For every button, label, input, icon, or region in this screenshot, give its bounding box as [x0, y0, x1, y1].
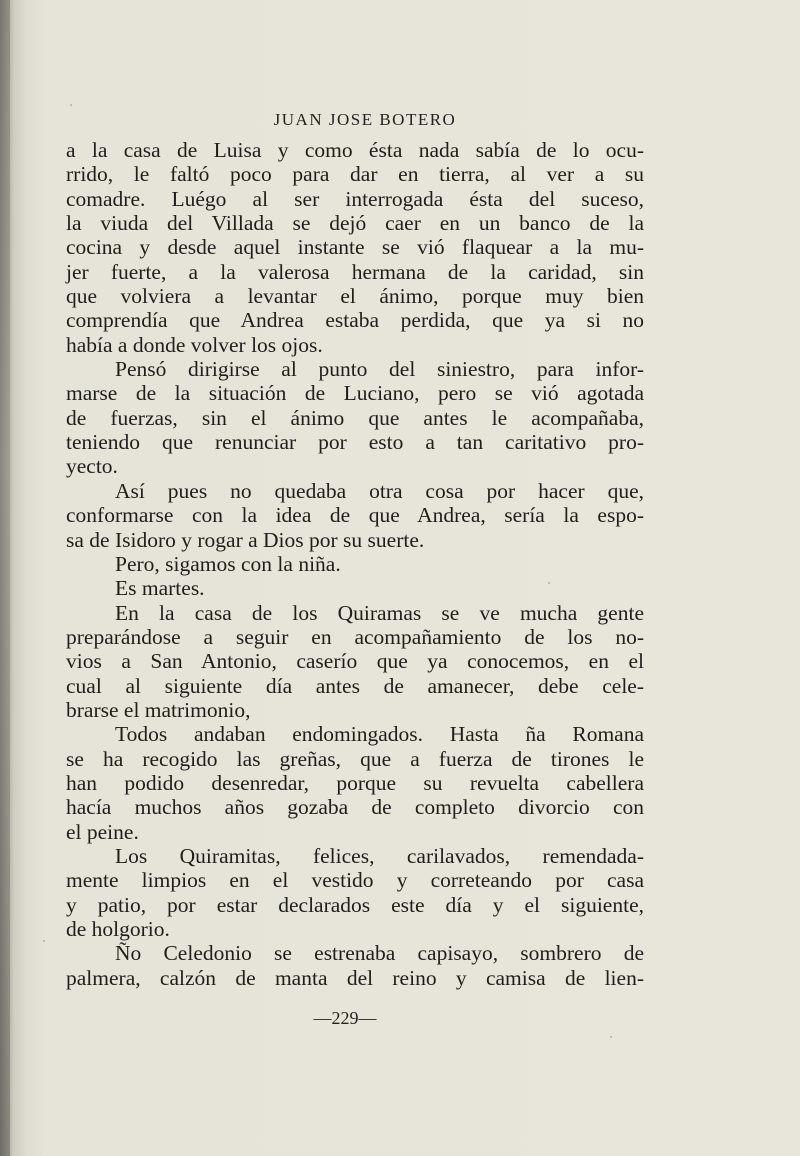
text-line: teniendo que renunciar por esto a tan caritativo pro- — [66, 430, 644, 455]
text-line: vios a San Antonio, caserío que ya conocemos, en el — [66, 649, 644, 674]
text-line: En la casa de los Quiramas se ve mucha gente — [115, 600, 644, 625]
text-line: sa de Isidoro y rogar a Dios por su suerte. — [66, 527, 425, 552]
text-line: que volviera a levantar el ánimo, porque muy bien — [66, 284, 644, 309]
text-line: Así pues no quedaba otra cosa por hacer que, — [115, 478, 644, 503]
text-line: el peine. — [66, 819, 139, 844]
text-line: comadre. Luégo al ser interrogada ésta del suceso, — [66, 186, 644, 211]
text-line: palmera, calzón de manta del reino y camisa de lien- — [66, 965, 644, 990]
paper-speck — [610, 1036, 612, 1038]
text-line: y patio, por estar declarados este día y el siguiente, — [66, 892, 644, 917]
text-line: cual al siguiente día antes de amanecer, debe cele- — [66, 673, 644, 698]
text-line: Todos andaban endomingados. Hasta ña Romana — [115, 722, 644, 747]
text-line: conformarse con la idea de que Andrea, sería la espo- — [66, 503, 644, 528]
text-line: preparándose a seguir en acompañamiento de los no- — [66, 624, 644, 649]
text-line: comprendía que Andrea estaba perdida, que ya si no — [66, 308, 644, 333]
text-line: había a donde volver los ojos. — [66, 332, 323, 357]
text-line: brarse el matrimonio, — [66, 697, 251, 722]
text-line: Ño Celedonio se estrenaba capisayo, sombrero de — [115, 941, 644, 966]
paper-speck — [70, 104, 72, 106]
text-line: mente limpios en el vestido y correteando por casa — [66, 868, 644, 893]
text-line: jer fuerte, a la valerosa hermana de la caridad, sin — [66, 259, 644, 284]
text-line: cocina y desde aquel instante se vió flaquear a la mu- — [66, 235, 644, 260]
text-line: Pero, sigamos con la niña. — [115, 551, 341, 576]
paper-speck — [548, 582, 550, 584]
text-line: Es martes. — [115, 576, 205, 601]
text-line: marse de la situación de Luciano, pero se vió agotada — [66, 381, 644, 406]
text-line: rrido, le faltó poco para dar en tierra, al ver a su — [66, 162, 644, 187]
text-line: han podido desenredar, porque su revuelta cabellera — [66, 770, 644, 795]
text-line: Los Quiramitas, felices, carilavados, remendada- — [115, 843, 644, 868]
text-line: hacía muchos años gozaba de completo divorcio con — [66, 795, 644, 820]
text-line: a la casa de Luisa y como ésta nada sabía de lo ocu- — [66, 138, 644, 162]
body-text — [66, 138, 644, 990]
paper-speck — [43, 940, 45, 942]
text-line: Pensó dirigirse al punto del siniestro, para infor- — [115, 357, 644, 382]
text-line: de holgorio. — [66, 917, 170, 941]
binding-edge — [0, 0, 10, 1156]
text-line: se ha recogido las greñas, que a fuerza de tirones le — [66, 746, 644, 771]
text-line: de fuerzas, sin el ánimo que antes le acompañaba, — [66, 405, 644, 430]
text-line: yecto. — [66, 454, 118, 479]
page-number: —229— — [313, 1008, 377, 1028]
running-header: JUAN JOSE BOTERO — [273, 110, 457, 129]
text-line: la viuda del Villada se dejó caer en un banco de la — [66, 211, 644, 236]
